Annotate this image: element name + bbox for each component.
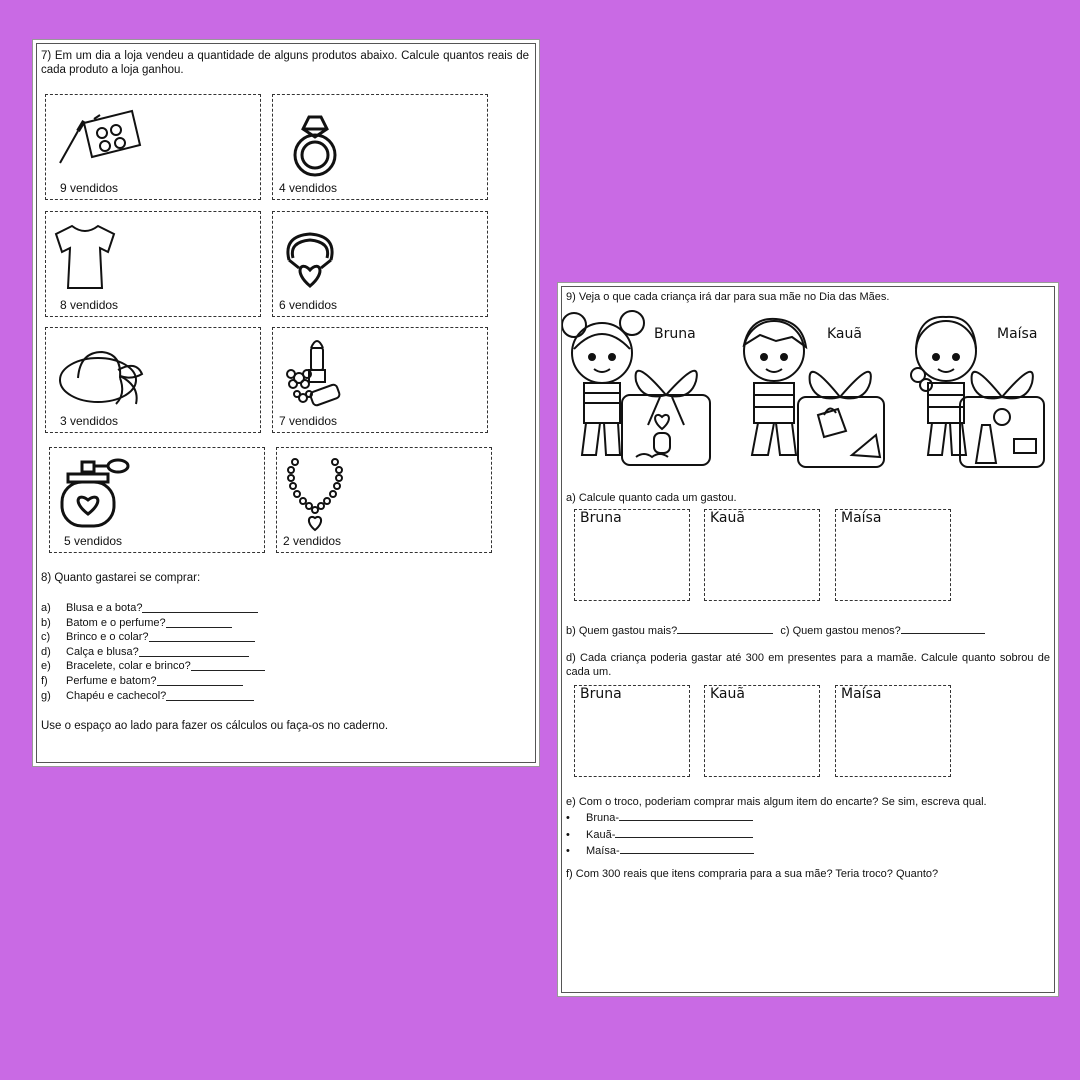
product-box-necklace [276, 447, 492, 553]
question-9e-list [566, 809, 754, 859]
question-9d: d) Cada criança poderia gastar até 300 em presentes para a mamãe. Calcule quanto sobrou de cada um. [566, 652, 1050, 678]
question-9f: f) Com 300 reais que itens compraria para a sua mãe? Teria troco? Quanto? [566, 868, 939, 880]
sold-label: 4 vendidos [279, 181, 338, 195]
calc-box-maisa[interactable]: Maísa [835, 509, 951, 601]
list-item: b) Batom e o perfume? [41, 616, 301, 631]
lipstick-icon [281, 334, 345, 414]
calc-box-bruna-d[interactable]: Bruna [574, 685, 690, 777]
sold-label: 2 vendidos [283, 534, 342, 548]
instruction-note: Use o espaço ao lado para fazer os cálculos ou faça-os no caderno. [41, 720, 389, 732]
worksheet-right [558, 283, 1058, 996]
question-8-list [41, 601, 301, 703]
answer-blank[interactable] [149, 630, 255, 642]
question-8: 8) Quanto gastarei se comprar: [41, 572, 201, 584]
kid-name-kaua: Kauã [827, 326, 862, 342]
list-item: a) Blusa e a bota? [41, 601, 301, 616]
worksheet-left [33, 40, 539, 766]
question-9bc [566, 622, 985, 638]
hat-icon [56, 342, 150, 408]
answer-blank[interactable] [901, 622, 985, 634]
sold-label: 8 vendidos [60, 298, 119, 312]
product-box-bracelet [272, 211, 488, 317]
ring-icon [285, 107, 345, 181]
answer-blank[interactable] [139, 645, 249, 657]
list-item: c) Brinco e o colar? [41, 630, 301, 645]
calc-box-bruna[interactable]: Bruna [574, 509, 690, 601]
product-box-hat [45, 327, 261, 433]
list-item: d) Calça e blusa? [41, 645, 301, 660]
calc-box-kaua[interactable]: Kauã [704, 509, 820, 601]
answer-blank[interactable] [166, 616, 232, 628]
answer-blank[interactable] [620, 842, 754, 854]
kid-name-bruna: Bruna [654, 326, 696, 342]
product-box-lipstick [272, 327, 488, 433]
answer-blank[interactable] [615, 826, 753, 838]
blouse-icon [52, 222, 118, 292]
sold-label: 6 vendidos [279, 298, 338, 312]
question-9e: e) Com o troco, poderiam comprar mais algum item do encarte? Se sim, escreva qual. [566, 796, 987, 808]
question-9c: c) Quem gastou menos? [780, 625, 901, 637]
product-box-perfume [49, 447, 265, 553]
children-with-gifts-illustration [562, 305, 1052, 473]
list-item: e) Bracelete, colar e brinco? [41, 659, 301, 674]
makeup-palette-icon [54, 103, 144, 173]
sold-label: 9 vendidos [60, 181, 119, 195]
product-box-palette [45, 94, 261, 200]
answer-blank[interactable] [619, 809, 753, 821]
kid-name-maisa: Maísa [997, 326, 1038, 342]
question-9a: a) Calcule quanto cada um gastou. [566, 492, 737, 504]
list-item: • Maísa- [566, 842, 754, 859]
list-item: f) Perfume e batom? [41, 674, 301, 689]
question-9b: b) Quem gastou mais? [566, 625, 678, 637]
list-item: • Bruna- [566, 809, 754, 826]
answer-blank[interactable] [157, 674, 243, 686]
product-box-blouse [45, 211, 261, 317]
list-item: g) Chapéu e cachecol? [41, 689, 301, 704]
product-box-ring [272, 94, 488, 200]
perfume-icon [56, 456, 136, 530]
answer-blank[interactable] [677, 622, 773, 634]
calc-box-maisa-d[interactable]: Maísa [835, 685, 951, 777]
sold-label: 3 vendidos [60, 414, 119, 428]
answer-blank[interactable] [142, 601, 258, 613]
sold-label: 7 vendidos [279, 414, 338, 428]
calc-box-kaua-d[interactable]: Kauã [704, 685, 820, 777]
bracelet-icon [279, 226, 341, 290]
list-item: • Kauã- [566, 826, 754, 843]
sold-label: 5 vendidos [64, 534, 123, 548]
answer-blank[interactable] [166, 689, 254, 701]
question-7: 7) Em um dia a loja vendeu a quantidade de alguns produtos abaixo. Calcule quantos reais de cada produto a loja ganhou. [41, 50, 529, 76]
necklace-icon [285, 454, 345, 534]
question-9: 9) Veja o que cada criança irá dar para sua mãe no Dia das Mães. [566, 291, 890, 303]
answer-blank[interactable] [191, 659, 265, 671]
